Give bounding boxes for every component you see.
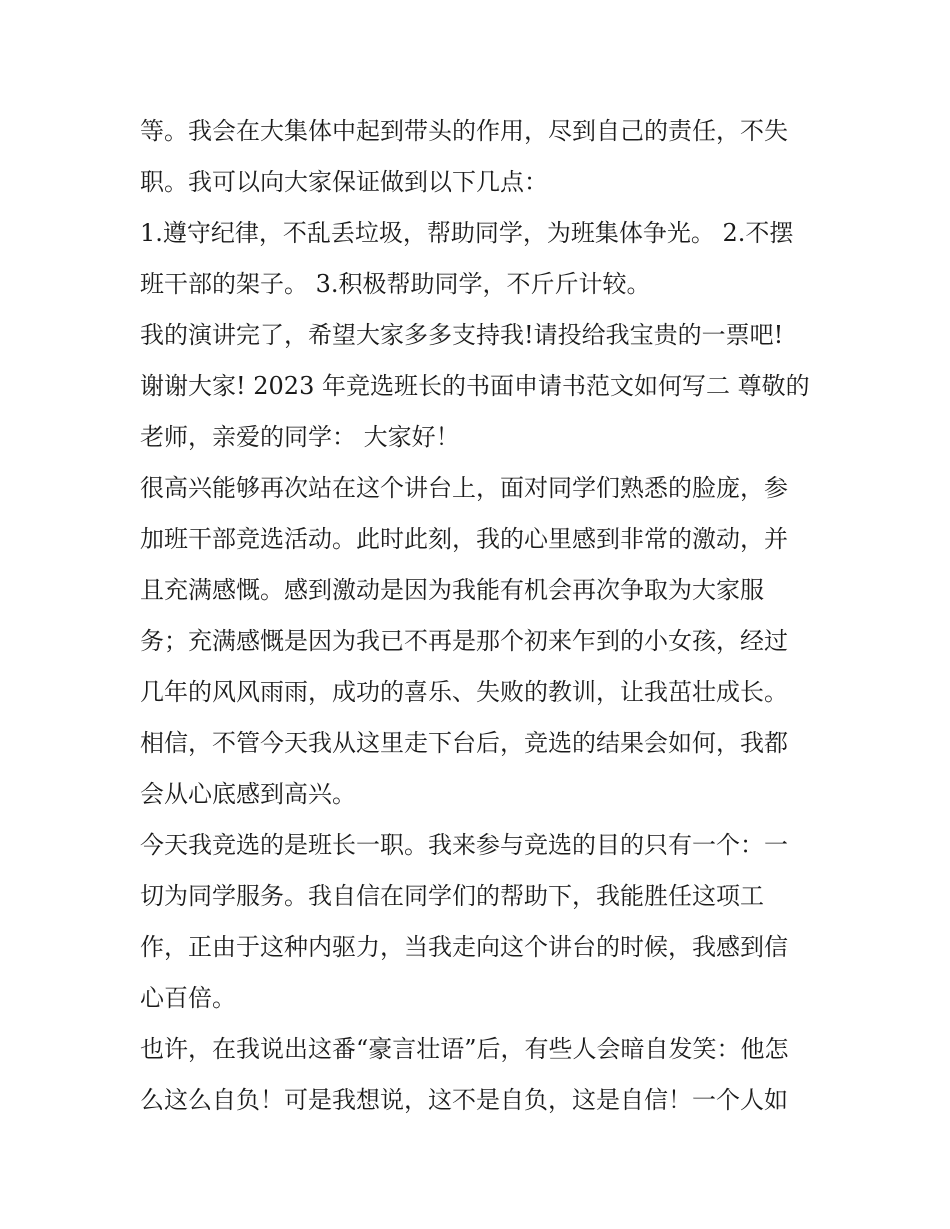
text-line: 且充满感慨。感到激动是因为我能有机会再次争取为大家服 <box>140 576 764 604</box>
text-line: 今天我竞选的是班长一职。我来参与竞选的目的只有一个：一 <box>140 831 788 859</box>
document-body <box>140 106 820 1126</box>
text-line: 职。我可以向大家保证做到以下几点： <box>140 168 548 196</box>
text-line: 务；充满感慨是因为我已不再是那个初来乍到的小女孩，经过 <box>140 627 788 655</box>
text-line: 相信，不管今天我从这里走下台后，竞选的结果会如何，我都 <box>140 729 788 757</box>
text-line: 作，正由于这种内驱力，当我走向这个讲台的时候，我感到信 <box>140 933 788 961</box>
text-line: 1.遵守纪律，不乱丢垃圾，帮助同学，为班集体争光。 2.不摆 <box>140 219 794 247</box>
text-line: 么这么自负！可是我想说，这不是自负，这是自信！一个人如 <box>140 1086 788 1114</box>
text-line: 加班干部竞选活动。此时此刻，我的心里感到非常的激动，并 <box>140 525 788 553</box>
text-line: 也许，在我说出这番“豪言壮语”后，有些人会暗自发笑：他怎 <box>140 1035 789 1063</box>
text-line: 很高兴能够再次站在这个讲台上，面对同学们熟悉的脸庞，参 <box>140 474 788 502</box>
text-line: 老师，亲爱的同学： 大家好！ <box>140 423 460 451</box>
text-line: 班干部的架子。 3.积极帮助同学，不斤斤计较。 <box>140 270 651 298</box>
text-line: 心百倍。 <box>140 984 236 1012</box>
text-line: 谢谢大家! 2023 年竞选班长的书面申请书范文如何写二 尊敬的 <box>140 372 810 400</box>
text-line: 会从心底感到高兴。 <box>140 780 356 808</box>
text-line: 切为同学服务。我自信在同学们的帮助下，我能胜任这项工 <box>140 882 764 910</box>
text-line: 我的演讲完了，希望大家多多支持我!请投给我宝贵的一票吧! <box>140 321 784 349</box>
text-line: 等。我会在大集体中起到带头的作用，尽到自己的责任，不失 <box>140 117 788 145</box>
text-line: 几年的风风雨雨，成功的喜乐、失败的教训，让我茁壮成长。 <box>140 678 788 706</box>
